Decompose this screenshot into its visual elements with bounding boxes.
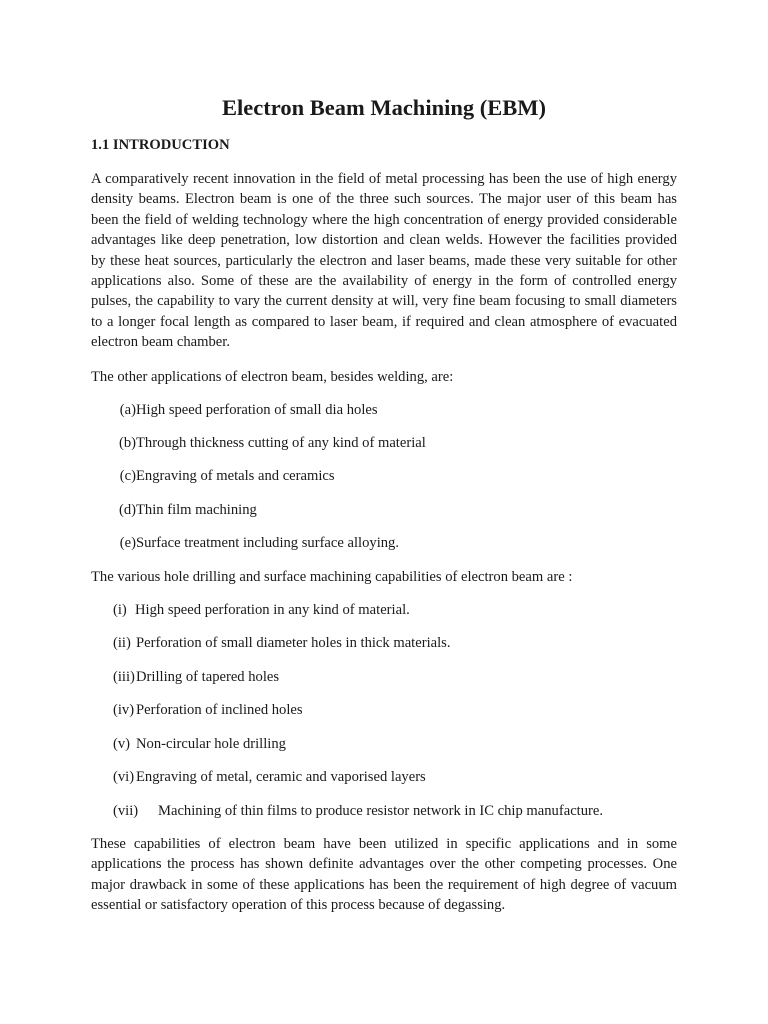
list-marker: (d) bbox=[118, 502, 136, 518]
list-item bbox=[91, 500, 591, 520]
list-marker: (b) bbox=[118, 435, 136, 451]
list-marker: (a) bbox=[119, 402, 136, 418]
list-marker: (v) bbox=[113, 736, 131, 752]
list-item-text: Engraving of metal, ceramic and vaporised layers bbox=[136, 769, 426, 785]
list-marker: (iv) bbox=[113, 702, 135, 718]
list-item-text: High speed perforation in any kind of material. bbox=[135, 602, 410, 618]
list-marker: (i) bbox=[113, 602, 127, 618]
list-item-text: Surface treatment including surface alloying. bbox=[136, 535, 399, 551]
list-item-text: Drilling of tapered holes bbox=[136, 669, 280, 685]
list-item bbox=[91, 466, 591, 486]
list-marker: (vi) bbox=[113, 769, 135, 785]
list-marker: (vii) bbox=[113, 803, 139, 819]
list-item bbox=[91, 801, 651, 821]
list-item bbox=[91, 700, 651, 720]
list-item bbox=[91, 600, 651, 620]
list-item-text: Through thickness cutting of any kind of material bbox=[136, 435, 426, 451]
list-item bbox=[91, 767, 651, 787]
list-item-text: Thin film machining bbox=[136, 502, 257, 518]
list-item bbox=[91, 400, 591, 420]
closing-paragraph: These capabilities of electron beam have been utilized in specific applications and in some applications the process has shown definite advantages over the other competing processes. One major drawback in some of these applications has been the requirement of high degree of vacuum essential or satisfactory operation of this process because of degassing. bbox=[91, 836, 677, 914]
list-item-text: Perforation of small diameter holes in thick materials. bbox=[136, 635, 451, 651]
section-heading: 1.1 INTRODUCTION bbox=[91, 137, 230, 153]
applications-intro: The other applications of electron beam, besides welding, are: bbox=[91, 369, 454, 385]
list-marker: (e) bbox=[119, 535, 136, 551]
list-item bbox=[91, 667, 651, 687]
list-item bbox=[91, 533, 591, 553]
list-marker: (c) bbox=[119, 468, 136, 484]
list-item bbox=[91, 633, 651, 653]
list-item-text: Engraving of metals and ceramics bbox=[136, 468, 335, 484]
list-item bbox=[91, 433, 591, 453]
list-item-text: High speed perforation of small dia holes bbox=[136, 402, 378, 418]
list-item bbox=[91, 734, 651, 754]
list-item-text: Perforation of inclined holes bbox=[136, 702, 303, 718]
list-marker: (ii) bbox=[113, 635, 131, 651]
list-marker: (iii) bbox=[113, 669, 135, 685]
capabilities-intro: The various hole drilling and surface machining capabilities of electron beam are : bbox=[91, 569, 573, 585]
page-title: Electron Beam Machining (EBM) bbox=[222, 95, 546, 120]
list-item-text: Non-circular hole drilling bbox=[136, 736, 286, 752]
intro-paragraph: A comparatively recent innovation in the field of metal processing has been the use of high energy density beams. Electron beam is one of the three such sources. The major user of this beam has been the field of welding technology where the high concentration of energy provided considerable advantages like deep penetration, low distortion and clean welds. However the facilities provided by these heat sources, particularly the electron and laser beams, made these very suitable for other applications also. Some of these are the availability of energy in the form of controlled energy pulses, the capability to vary the current density at will, very fine beam focusing to small diameters to a longer focal length as compared to laser beam, if required and clean atmosphere of evacuated electron beam chamber. bbox=[91, 171, 677, 351]
list-item-text: Machining of thin films to produce resistor network in IC chip manufacture. bbox=[158, 803, 604, 819]
